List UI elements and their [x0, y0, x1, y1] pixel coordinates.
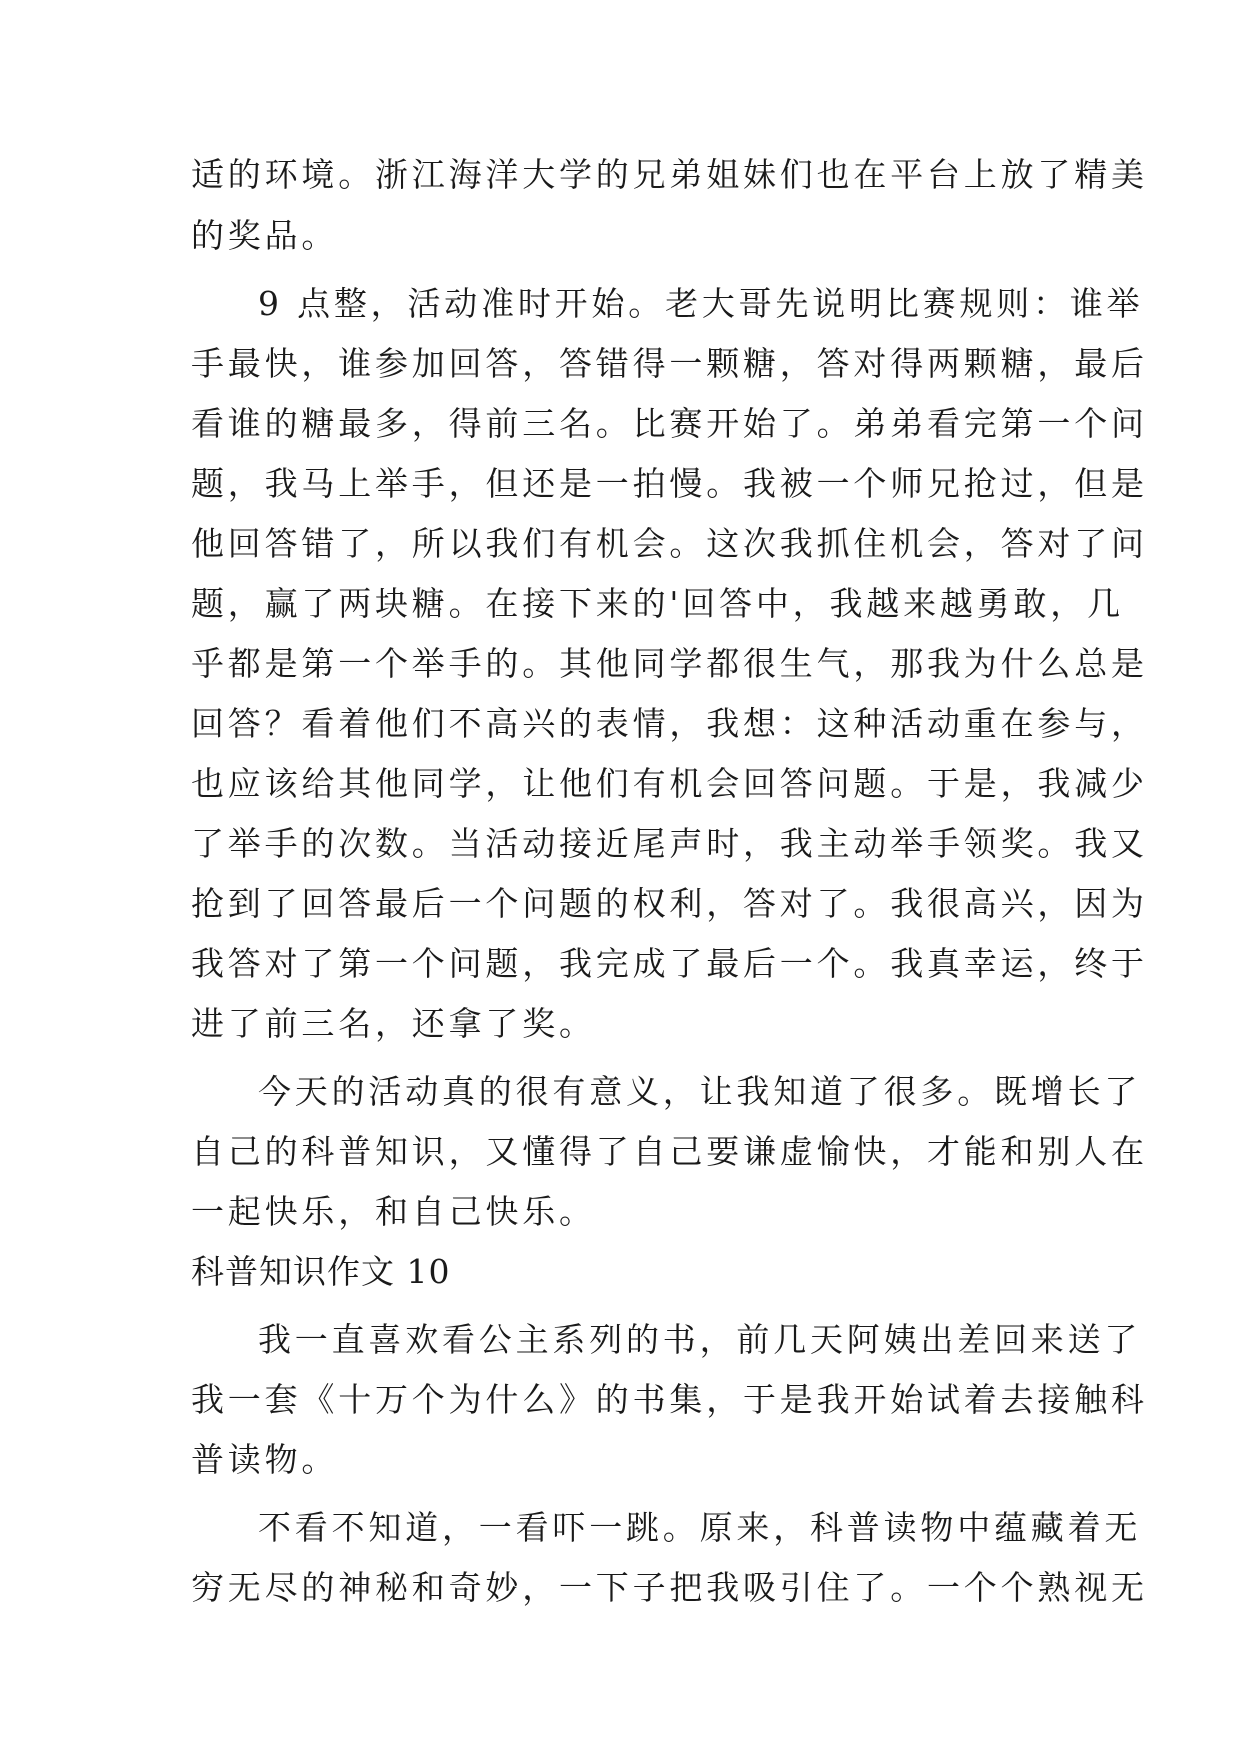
paragraph-start-line: 9 点整，活动准时开始。老大哥先说明比赛规则：谁举: [258, 284, 1144, 323]
text-line: 回答？看着他们不高兴的表情，我想：这种活动重在参与，: [191, 704, 1148, 743]
text-line: 了举手的次数。当活动接近尾声时，我主动举手领奖。我又: [191, 824, 1148, 863]
text-line: 的奖品。: [191, 216, 339, 255]
text-line: 我一套《十万个为什么》的书集，于是我开始试着去接触科: [191, 1380, 1148, 1419]
text-line: 他回答错了，所以我们有机会。这次我抓住机会，答对了问: [191, 524, 1148, 563]
text-line: 我答对了第一个问题，我完成了最后一个。我真幸运，终于: [191, 944, 1148, 983]
text-line: 适的环境。浙江海洋大学的兄弟姐妹们也在平台上放了精美: [191, 155, 1148, 194]
section-heading: 科普知识作文 10: [191, 1252, 451, 1291]
text-line: 看谁的糖最多，得前三名。比赛开始了。弟弟看完第一个问: [191, 404, 1148, 443]
text-line: 自己的科普知识，又懂得了自己要谦虚愉快，才能和别人在: [191, 1132, 1148, 1171]
text-line: 乎都是第一个举手的。其他同学都很生气，那我为什么总是: [191, 644, 1148, 683]
text-line: 题，我马上举手，但还是一拍慢。我被一个师兄抢过，但是: [191, 464, 1148, 503]
text-line: 手最快，谁参加回答，答错得一颗糖，答对得两颗糖，最后: [191, 344, 1148, 383]
text-line: 穷无尽的神秘和奇妙，一下子把我吸引住了。一个个熟视无: [191, 1568, 1148, 1607]
text-line: 题，赢了两块糖。在接下来的'回答中，我越来越勇敢，几: [191, 584, 1124, 623]
text-line: 普读物。: [191, 1440, 339, 1479]
text-line: 也应该给其他同学，让他们有机会回答问题。于是，我减少: [191, 764, 1148, 803]
paragraph-start-line: 我一直喜欢看公主系列的书，前几天阿姨出差回来送了: [258, 1320, 1142, 1359]
text-line: 一起快乐，和自己快乐。: [191, 1192, 596, 1231]
text-line: 进了前三名，还拿了奖。: [191, 1004, 596, 1043]
paragraph-start-line: 今天的活动真的很有意义，让我知道了很多。既增长了: [258, 1072, 1142, 1111]
text-line: 抢到了回答最后一个问题的权利，答对了。我很高兴，因为: [191, 884, 1148, 923]
paragraph-start-line: 不看不知道，一看吓一跳。原来，科普读物中蕴藏着无: [258, 1508, 1142, 1547]
